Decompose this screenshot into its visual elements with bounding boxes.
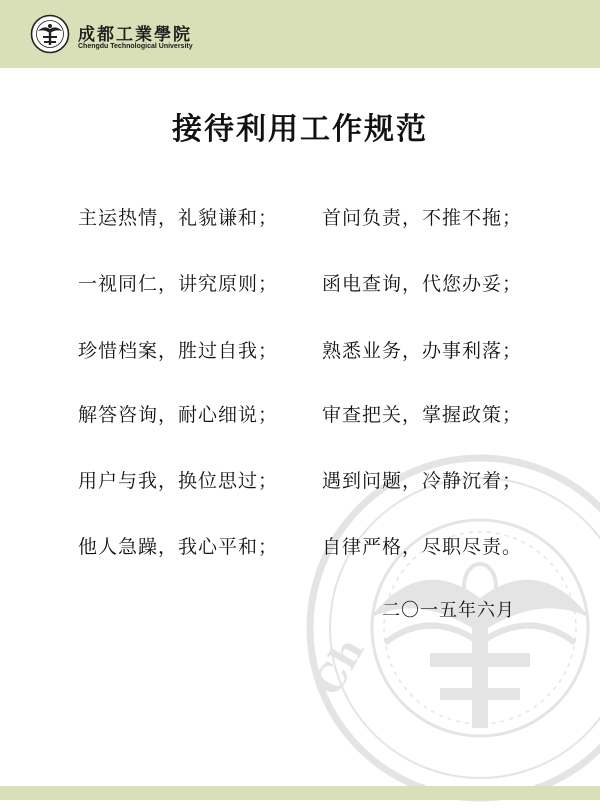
rule-left-2: 一视同仁，讲究原则；: [78, 273, 279, 295]
school-name-chinese: 成都工業學院: [78, 25, 192, 45]
school-name-english: Chengdu Technological University: [78, 43, 193, 50]
rule-left-4: 解答咨询，耐心细说；: [78, 404, 279, 426]
rule-right-6: 自律严格，尽职尽责。: [322, 536, 523, 558]
svg-text:Ch: Ch: [304, 629, 373, 703]
footer-band: [0, 786, 600, 800]
rule-right-2: 函电查询，代您办妥；: [322, 273, 523, 295]
rule-left-3: 珍惜档案，胜过自我；: [78, 340, 279, 362]
rule-left-6: 他人急躁，我心平和；: [78, 536, 279, 558]
rule-right-4: 审查把关，掌握政策；: [322, 404, 523, 426]
rule-right-3: 熟悉业务，办事利落；: [322, 340, 523, 362]
rule-right-5: 遇到问题，冷静沉着；: [322, 470, 523, 492]
rule-right-1: 首问负责，不推不拖；: [322, 207, 523, 229]
rule-left-1: 主运热情，礼貌谦和；: [78, 207, 279, 229]
school-logo-icon: [30, 14, 70, 54]
page-title: 接待利用工作规范: [172, 112, 428, 147]
school-emblem-watermark: [300, 448, 600, 808]
rule-left-5: 用户与我，换位思过；: [78, 470, 279, 492]
issue-date: 二〇一五年六月: [382, 600, 515, 621]
